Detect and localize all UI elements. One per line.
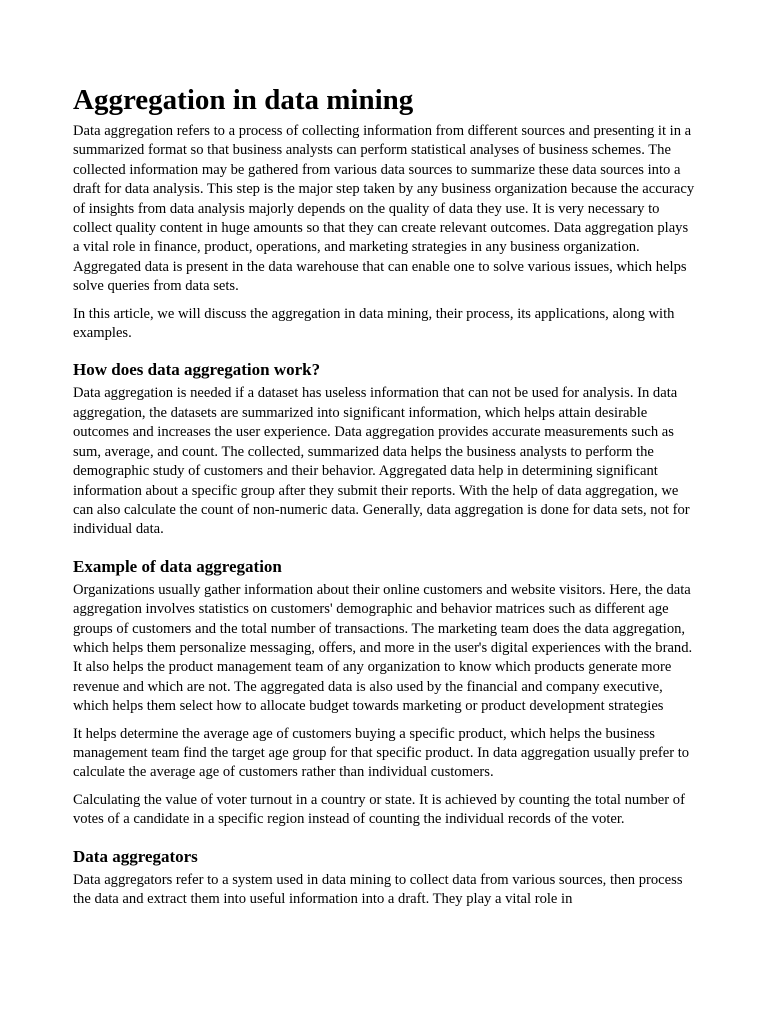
section-heading-how: How does data aggregation work? [73,360,321,380]
section-heading-example: Example of data aggregation [73,556,282,576]
aggregators-paragraph-1: Data aggregators refer to a system used in data mining to collect data from various sources, then process the data and extract them into useful information into a draft. They play a vital role in [73,871,683,907]
page-title: Aggregation in data mining [73,84,414,116]
example-paragraph-3: Calculating the value of voter turnout in a country or state. It is achieved by counting the total number of votes of a candidate in a specific region instead of counting the individual records of the voter. [73,791,685,828]
intro-paragraph-1: Data aggregation refers to a process of collecting information from different sources and presenting it in a summarized format so that business analysts can perform statistical analyses of business schemes. The collected information may be gathered from various data sources to summarize these data sources into a draft for data analysis. This step is the major step taken by any business organization because the accuracy of insights from data analysis majorly depends on the quality of data they use. It is very necessary to collect quality content in huge amounts so that they can create relevant outcomes. Data aggregation plays a vital role in finance, product, operations, and marketing strategies in any business organization. Aggregated data is present in the data warehouse that can enable one to solve various issues, which helps solve queries from data sets. [73,123,695,295]
how-paragraph-1: Data aggregation is needed if a dataset has useless information that can not be used for analysis. In data aggregation, the datasets are summarized into significant information, which helps attain desirable outcomes and increases the user experience. Data aggregation provides accurate measurements such as sum, average, and count. The collected, summarized data helps the business analysts to perform the demographic study of customers and their behavior. Aggregated data help in determining significant information about a specific group after they submit their reports. With the help of data aggregation, we can also calculate the count of non-numeric data. Generally, data aggregation is done for data sets, not for individual data. [73,385,690,538]
intro-paragraph-2: In this article, we will discuss the aggregation in data mining, their process, its applications, along with examples. [73,305,675,342]
example-paragraph-2: It helps determine the average age of customers buying a specific product, which helps the business management team find the target age group for that specific product. In data aggregation usually prefer to calculate the average age of customers rather than individual customers. [73,725,690,781]
example-paragraph-1: Organizations usually gather information about their online customers and website visitors. Here, the data aggregation involves statistics on customers' demographic and behavior matrices such as different age groups of customers and the total number of transactions. The marketing team does the data aggregation, which helps them personalize messaging, offers, and more in the user's digital experiences with the brand. It also helps the product management team of any organization to know which products generate more revenue and which are not. The aggregated data is also used by the financial and company executive, which helps them select how to allocate budget towards marketing or product development strategies [73,581,693,715]
section-heading-aggregators: Data aggregators [73,846,198,866]
